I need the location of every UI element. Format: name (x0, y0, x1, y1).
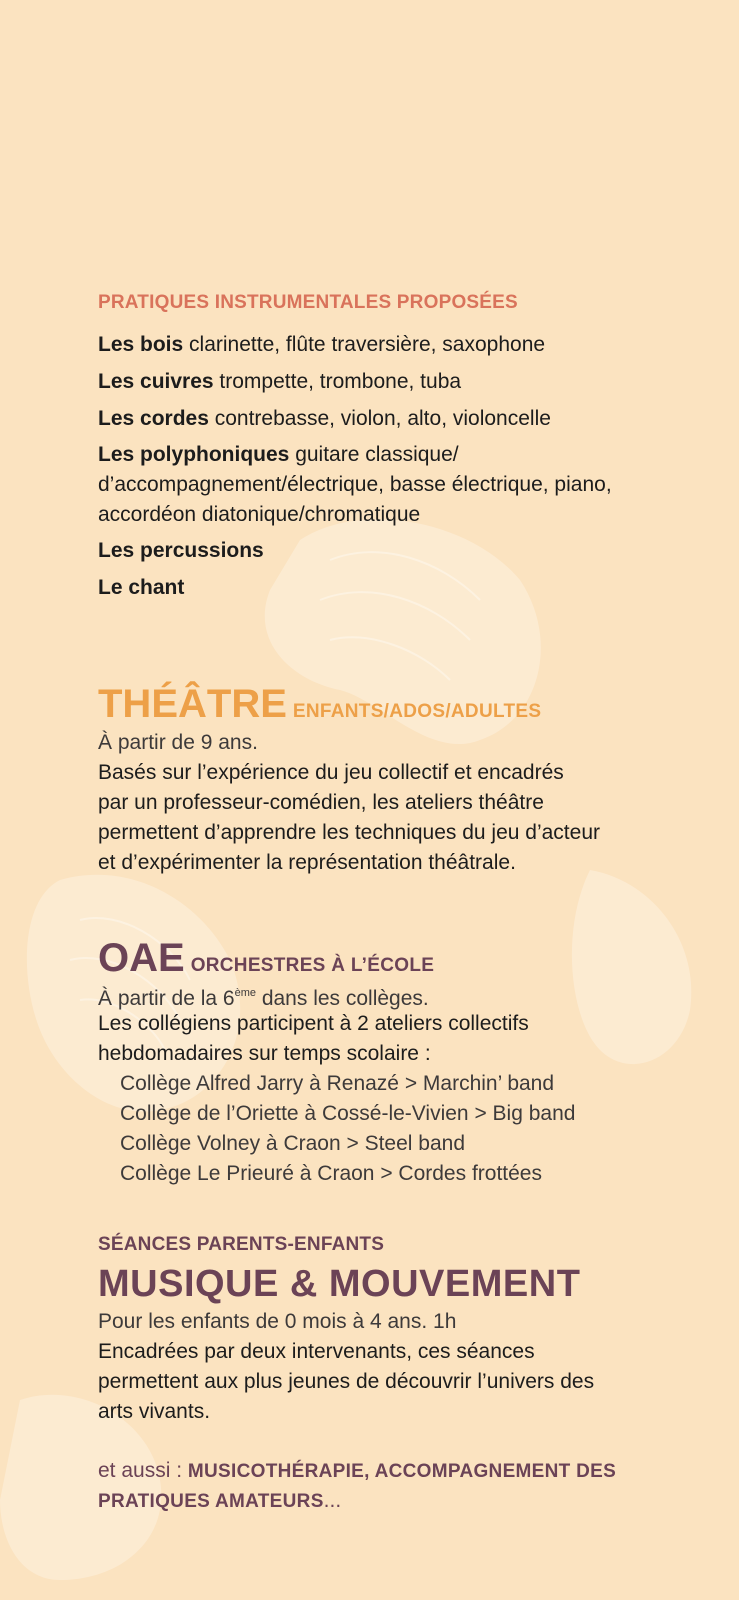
oae-title: OAE (98, 936, 185, 980)
theatre-description-line: et d’expérimenter la représentation théâtrale. (98, 851, 516, 874)
list-item: Les cordes contrebasse, violon, alto, violoncelle (98, 407, 551, 430)
family-label: Les cordes (98, 407, 209, 430)
family-label: Les percussions (98, 539, 264, 562)
seances-kicker: SÉANCES PARENTS-ENFANTS (98, 1234, 385, 1255)
oae-subtitle: ORCHESTRES À L’ÉCOLE (190, 955, 435, 976)
family-label: Le chant (98, 576, 185, 599)
aussi-line (98, 1455, 616, 1487)
list-item: Les cuivres trompette, trombone, tuba (98, 370, 462, 393)
list-item-continuation: accordéon diatonique/chromatique (98, 503, 421, 526)
aussi-line: PRATIQUES AMATEURS... (98, 1489, 342, 1512)
college-item: Collège Alfred Jarry à Renazé > Marchin’ band (120, 1072, 555, 1095)
list-item: Les bois clarinette, flûte traversière, saxophone (98, 333, 546, 356)
theatre-description-line: permettent d’apprendre les techniques du jeu d’acteur (98, 821, 600, 844)
college-item: Collège de l’Oriette à Cossé-le-Vivien > Big band (120, 1102, 576, 1125)
family-label: Les bois (98, 333, 184, 356)
theatre-description-line: Basés sur l’expérience du jeu collectif et encadrés (98, 761, 564, 784)
family-label: Les polyphoniques (98, 443, 290, 466)
college-item: Collège Volney à Craon > Steel band (120, 1132, 465, 1155)
oae-description-line: hebdomadaires sur temps scolaire : (98, 1042, 431, 1065)
pratiques-heading: PRATIQUES INSTRUMENTALES PROPOSÉES (98, 292, 518, 313)
list-item-continuation: d’accompagnement/électrique, basse électrique, piano, (98, 473, 612, 496)
seances-age: Pour les enfants de 0 mois à 4 ans. 1h (98, 1310, 457, 1333)
oae-age: À partir de la 6ème dans les collèges. (98, 987, 429, 1010)
aussi-topics: MUSICOTHÉRAPIE, ACCOMPAGNEMENT DES (187, 1461, 617, 1482)
list-item (98, 535, 264, 566)
seances-description-line: permettent aux plus jeunes de découvrir l’univers des (98, 1370, 595, 1393)
family-label: Les cuivres (98, 370, 214, 393)
seances-title: MUSIQUE & MOUVEMENT (98, 1263, 581, 1305)
theatre-description-line: par un professeur-comédien, les ateliers théâtre (98, 791, 544, 814)
aussi-prefix: et aussi : (98, 1459, 188, 1482)
list-item: Les polyphoniques guitare classique/ (98, 443, 459, 466)
seances-description-line: arts vivants. (98, 1400, 211, 1423)
seances-description-line: Encadrées par deux intervenants, ces séances (98, 1340, 535, 1363)
college-item: Collège Le Prieuré à Craon > Cordes frottées (120, 1162, 542, 1185)
theatre-subtitle: ENFANTS/ADOS/ADULTES (292, 701, 542, 722)
theatre-title: THÉÂTRE (98, 682, 287, 726)
list-item (98, 572, 184, 603)
oae-description-line: Les collégiens participent à 2 ateliers collectifs (98, 1012, 529, 1035)
aussi-topics: PRATIQUES AMATEURS (98, 1491, 324, 1512)
theatre-age: À partir de 9 ans. (98, 731, 258, 754)
